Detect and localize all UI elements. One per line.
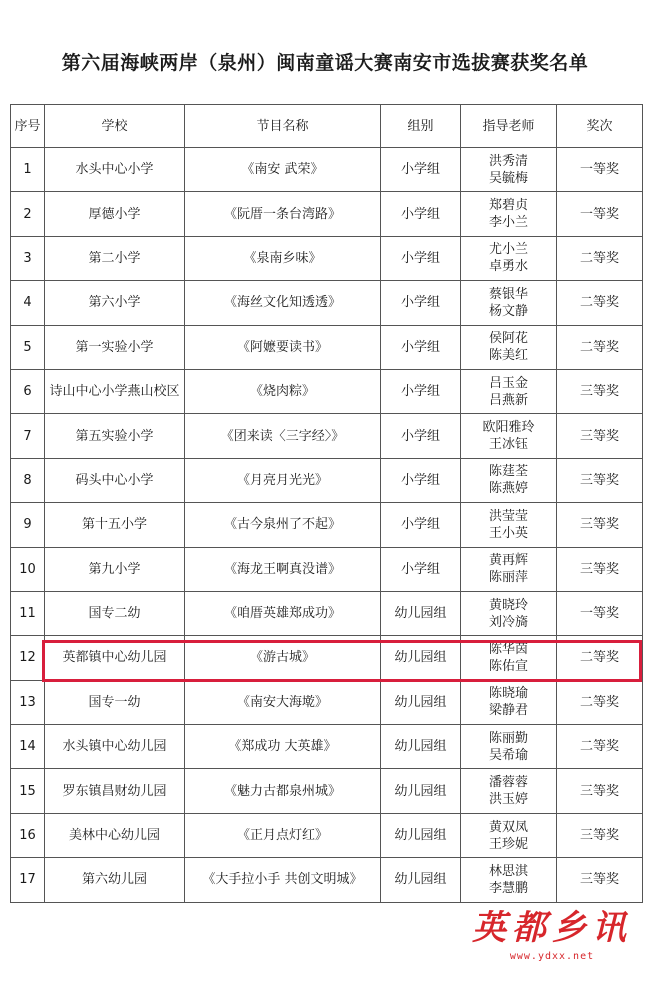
cell-no: 7 <box>11 414 45 458</box>
cell-no: 8 <box>11 458 45 502</box>
teacher-name: 陈华茵 <box>488 641 528 657</box>
cell-award: 一等奖 <box>557 192 643 236</box>
teacher-name: 黄再辉 <box>488 553 528 569</box>
cell-group: 小学组 <box>381 503 461 547</box>
teacher-name: 王珍妮 <box>488 836 528 852</box>
cell-no: 5 <box>11 325 45 369</box>
cell-teachers <box>461 369 557 413</box>
cell-program: 《团来读〈三字经〉》 <box>185 414 381 458</box>
teacher-name: 郑碧贞 <box>488 198 528 214</box>
cell-no: 17 <box>11 858 45 902</box>
cell-teachers <box>461 769 557 813</box>
table-row <box>11 680 643 724</box>
cell-group: 幼儿园组 <box>381 813 461 857</box>
cell-award: 三等奖 <box>557 858 643 902</box>
watermark-url: www.ydxx.net <box>509 951 595 962</box>
cell-award: 三等奖 <box>557 813 643 857</box>
teacher-name: 陈丽萍 <box>488 570 528 586</box>
cell-group: 小学组 <box>381 369 461 413</box>
cell-award: 二等奖 <box>557 236 643 280</box>
cell-award: 三等奖 <box>557 503 643 547</box>
table-row <box>11 503 643 547</box>
cell-school: 第二小学 <box>45 236 185 280</box>
teacher-name: 侯阿花 <box>488 331 528 347</box>
cell-teachers <box>461 725 557 769</box>
cell-program: 《大手拉小手 共创文明城》 <box>185 858 381 902</box>
teacher-name: 陈丽勤 <box>488 730 528 746</box>
cell-teachers <box>461 414 557 458</box>
cell-group: 小学组 <box>381 414 461 458</box>
table-row <box>11 414 643 458</box>
cell-school: 英都镇中心幼儿园 <box>45 636 185 680</box>
cell-school: 码头中心小学 <box>45 458 185 502</box>
teacher-name: 王小英 <box>488 525 528 541</box>
cell-no: 11 <box>11 591 45 635</box>
cell-program: 《咱厝英雄郑成功》 <box>185 591 381 635</box>
cell-group: 幼儿园组 <box>381 636 461 680</box>
teacher-name: 吴毓梅 <box>488 170 528 186</box>
awards-table <box>10 104 643 903</box>
teacher-name: 陈佑宣 <box>488 658 528 674</box>
cell-program: 《魅力古都泉州城》 <box>185 769 381 813</box>
cell-program: 《南安 武荣》 <box>185 148 381 192</box>
cell-award: 二等奖 <box>557 281 643 325</box>
cell-teachers <box>461 458 557 502</box>
cell-school: 第十五小学 <box>45 503 185 547</box>
cell-program: 《正月点灯红》 <box>185 813 381 857</box>
cell-program: 《郑成功 大英雄》 <box>185 725 381 769</box>
cell-teachers <box>461 813 557 857</box>
header-no: 序号 <box>11 105 45 148</box>
cell-teachers <box>461 680 557 724</box>
cell-teachers <box>461 192 557 236</box>
cell-school: 厚德小学 <box>45 192 185 236</box>
cell-school: 美林中心幼儿园 <box>45 813 185 857</box>
cell-group: 小学组 <box>381 192 461 236</box>
teacher-name: 黄晓玲 <box>488 597 528 613</box>
cell-award: 一等奖 <box>557 148 643 192</box>
teacher-name: 刘冷旖 <box>488 614 528 630</box>
cell-group: 小学组 <box>381 547 461 591</box>
cell-group: 小学组 <box>381 148 461 192</box>
table-header-row <box>11 105 643 148</box>
teacher-name: 陈晓瑜 <box>488 686 528 702</box>
cell-no: 14 <box>11 725 45 769</box>
cell-no: 6 <box>11 369 45 413</box>
teacher-name: 李小兰 <box>488 215 528 231</box>
cell-award: 三等奖 <box>557 369 643 413</box>
cell-program: 《南安大海墘》 <box>185 680 381 724</box>
teacher-name: 洪莹莹 <box>488 508 528 524</box>
header-program: 节目名称 <box>185 105 381 148</box>
cell-group: 小学组 <box>381 325 461 369</box>
cell-teachers <box>461 636 557 680</box>
cell-school: 罗东镇昌财幼儿园 <box>45 769 185 813</box>
table-row <box>11 813 643 857</box>
cell-no: 13 <box>11 680 45 724</box>
cell-school: 诗山中心小学燕山校区 <box>45 369 185 413</box>
teacher-name: 洪玉婷 <box>488 792 528 808</box>
cell-award: 三等奖 <box>557 458 643 502</box>
header-school: 学校 <box>45 105 185 148</box>
cell-teachers <box>461 591 557 635</box>
teacher-name: 洪秀清 <box>488 153 528 169</box>
teacher-name: 吕燕新 <box>488 392 528 408</box>
table-row <box>11 148 643 192</box>
cell-group: 小学组 <box>381 458 461 502</box>
cell-teachers <box>461 858 557 902</box>
cell-program: 《海龙王啊真没谱》 <box>185 547 381 591</box>
teacher-name: 卓勇水 <box>488 259 528 275</box>
teacher-name: 王冰钰 <box>488 437 528 453</box>
cell-no: 3 <box>11 236 45 280</box>
teacher-name: 陈燕婷 <box>488 481 528 497</box>
cell-school: 水头镇中心幼儿园 <box>45 725 185 769</box>
cell-program: 《阿嬷要读书》 <box>185 325 381 369</box>
cell-group: 幼儿园组 <box>381 591 461 635</box>
cell-school: 第六幼儿园 <box>45 858 185 902</box>
cell-award: 一等奖 <box>557 591 643 635</box>
table-row <box>11 547 643 591</box>
cell-group: 幼儿园组 <box>381 725 461 769</box>
teacher-name: 尤小兰 <box>488 242 528 258</box>
teacher-name: 李慧鹏 <box>488 880 528 896</box>
cell-group: 幼儿园组 <box>381 769 461 813</box>
cell-teachers <box>461 503 557 547</box>
cell-program: 《游古城》 <box>185 636 381 680</box>
cell-group: 小学组 <box>381 236 461 280</box>
cell-group: 小学组 <box>381 281 461 325</box>
watermark-logo <box>472 900 632 962</box>
table-row <box>11 769 643 813</box>
cell-teachers <box>461 281 557 325</box>
table-row <box>11 325 643 369</box>
cell-program: 《古今泉州了不起》 <box>185 503 381 547</box>
page-title: 第六届海峡两岸（泉州）闽南童谣大赛南安市选拔赛获奖名单 <box>61 52 589 74</box>
cell-award: 二等奖 <box>557 680 643 724</box>
teacher-name: 杨文静 <box>488 303 528 319</box>
header-award: 奖次 <box>557 105 643 148</box>
cell-award: 二等奖 <box>557 636 643 680</box>
table-row <box>11 636 643 680</box>
cell-award: 三等奖 <box>557 414 643 458</box>
teacher-name: 蔡银华 <box>488 286 528 302</box>
cell-teachers <box>461 148 557 192</box>
cell-school: 第一实验小学 <box>45 325 185 369</box>
cell-no: 10 <box>11 547 45 591</box>
cell-award: 二等奖 <box>557 725 643 769</box>
cell-teachers <box>461 547 557 591</box>
teacher-name: 欧阳雅玲 <box>482 420 535 436</box>
table-row <box>11 591 643 635</box>
cell-program: 《烧肉粽》 <box>185 369 381 413</box>
cell-award: 三等奖 <box>557 547 643 591</box>
teacher-name: 梁静君 <box>488 703 528 719</box>
cell-program: 《月亮月光光》 <box>185 458 381 502</box>
header-group: 组别 <box>381 105 461 148</box>
cell-award: 二等奖 <box>557 325 643 369</box>
watermark-brand: 英都乡讯 <box>472 908 632 948</box>
cell-school: 水头中心小学 <box>45 148 185 192</box>
table-row <box>11 281 643 325</box>
cell-no: 1 <box>11 148 45 192</box>
cell-teachers <box>461 236 557 280</box>
cell-group: 幼儿园组 <box>381 680 461 724</box>
cell-no: 12 <box>11 636 45 680</box>
cell-program: 《阮厝一条台湾路》 <box>185 192 381 236</box>
cell-no: 9 <box>11 503 45 547</box>
cell-award: 三等奖 <box>557 769 643 813</box>
cell-school: 国专一幼 <box>45 680 185 724</box>
cell-school: 第九小学 <box>45 547 185 591</box>
cell-school: 第五实验小学 <box>45 414 185 458</box>
teacher-name: 陈莛荃 <box>488 464 528 480</box>
cell-no: 4 <box>11 281 45 325</box>
cell-school: 第六小学 <box>45 281 185 325</box>
table-row <box>11 236 643 280</box>
table-row <box>11 192 643 236</box>
teacher-name: 吴希瑜 <box>488 747 528 763</box>
table-row <box>11 458 643 502</box>
teacher-name: 潘蓉蓉 <box>488 775 528 791</box>
cell-program: 《泉南乡味》 <box>185 236 381 280</box>
teacher-name: 林思淇 <box>488 863 528 879</box>
cell-no: 15 <box>11 769 45 813</box>
cell-group: 幼儿园组 <box>381 858 461 902</box>
cell-no: 2 <box>11 192 45 236</box>
cell-no: 16 <box>11 813 45 857</box>
table-row <box>11 858 643 902</box>
cell-program: 《海丝文化知透透》 <box>185 281 381 325</box>
table-row <box>11 725 643 769</box>
table-row <box>11 369 643 413</box>
teacher-name: 吕玉金 <box>488 375 528 391</box>
cell-school: 国专二幼 <box>45 591 185 635</box>
teacher-name: 陈美红 <box>488 348 528 364</box>
header-teachers: 指导老师 <box>461 105 557 148</box>
teacher-name: 黄双凤 <box>488 819 528 835</box>
cell-teachers <box>461 325 557 369</box>
